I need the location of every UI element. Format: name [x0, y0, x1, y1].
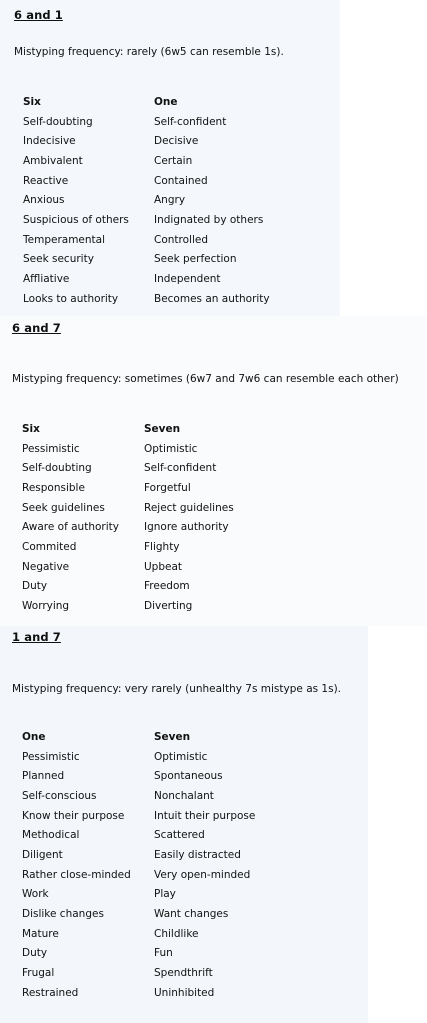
table-row — [22, 944, 304, 964]
trait-right: Freedom — [144, 580, 190, 593]
trait-left: Work — [22, 888, 49, 901]
table-row — [22, 747, 304, 767]
trait-left: Self-doubting — [23, 115, 93, 128]
table-row — [23, 250, 294, 270]
table-row — [22, 845, 304, 865]
trait-left: Frugal — [22, 967, 55, 980]
trait-right: Certain — [154, 154, 193, 167]
mistyping-frequency: Mistyping frequency: sometimes (6w7 and 7w6 can resemble each other) — [12, 373, 399, 385]
trait-left: Dislike changes — [22, 908, 104, 921]
trait-right: Seek perfection — [154, 253, 237, 266]
trait-right: Controlled — [154, 233, 208, 246]
trait-right: Self-confident — [144, 462, 217, 475]
trait-left: Suspicious of others — [23, 213, 129, 226]
column-header-left: Six — [23, 95, 41, 108]
section-1-and-7 — [0, 626, 368, 1023]
table-row — [23, 269, 294, 289]
column-header-right: Seven — [144, 422, 181, 435]
table-row — [22, 983, 304, 1003]
trait-left: Anxious — [23, 194, 65, 207]
trait-right: Uninhibited — [154, 986, 215, 999]
trait-right: Spontaneous — [154, 770, 223, 783]
trait-right: Diverting — [144, 600, 193, 613]
trait-right: Forgetful — [144, 481, 191, 494]
trait-left: Looks to authority — [23, 292, 119, 305]
table-header-row — [23, 92, 294, 112]
table-row — [22, 596, 284, 616]
mistyping-frequency: Mistyping frequency: rarely (6w5 can resemble 1s). — [14, 46, 284, 58]
trait-right: Contained — [154, 174, 208, 187]
trait-left: Duty — [22, 580, 48, 593]
trait-left: Negative — [22, 560, 70, 573]
trait-right: Scattered — [154, 829, 205, 842]
trait-right: Flighty — [144, 540, 180, 553]
table-row — [22, 885, 304, 905]
trait-right: Want changes — [154, 908, 229, 921]
comparison-table — [22, 419, 284, 616]
trait-left: Methodical — [22, 829, 80, 842]
trait-right: Play — [154, 888, 176, 901]
trait-left: Temperamental — [23, 233, 106, 246]
table-row — [22, 924, 304, 944]
trait-right: Childlike — [154, 927, 199, 940]
trait-left: Aware of authority — [22, 521, 119, 534]
trait-left: Worrying — [22, 600, 70, 613]
trait-left: Rather close-minded — [22, 868, 131, 881]
mistyping-frequency: Mistyping frequency: very rarely (unhealthy 7s mistype as 1s). — [12, 683, 342, 695]
trait-right: Ignore authority — [144, 521, 229, 534]
table-row — [22, 478, 284, 498]
table-row — [22, 557, 284, 577]
column-header-right: One — [154, 95, 178, 108]
section-title: 6 and 1 — [14, 8, 63, 22]
trait-left: Ambivalent — [23, 154, 83, 167]
trait-left: Responsible — [22, 481, 85, 494]
trait-right: Independent — [154, 273, 221, 286]
table-row — [23, 289, 294, 309]
trait-right: Easily distracted — [154, 848, 241, 861]
table-row — [22, 766, 304, 786]
section-6-and-1 — [0, 0, 340, 316]
trait-left: Diligent — [22, 848, 63, 861]
trait-left: Duty — [22, 947, 48, 960]
trait-right: Becomes an authority — [154, 292, 270, 305]
trait-right: Self-confident — [154, 115, 227, 128]
table-row — [22, 439, 284, 459]
trait-left: Commited — [22, 540, 77, 553]
table-row — [22, 825, 304, 845]
trait-right: Indignated by others — [154, 213, 264, 226]
trait-left: Self-doubting — [22, 462, 92, 475]
column-header-left: Six — [22, 422, 40, 435]
trait-left: Planned — [22, 770, 65, 783]
trait-left: Affliative — [23, 273, 70, 286]
trait-right: Reject guidelines — [144, 501, 234, 514]
trait-right: Optimistic — [144, 442, 198, 455]
trait-right: Very open-minded — [154, 868, 251, 881]
table-row — [23, 131, 294, 151]
section-title: 6 and 7 — [12, 321, 61, 335]
table-row — [23, 190, 294, 210]
table-row — [22, 786, 304, 806]
trait-right: Fun — [154, 947, 173, 960]
table-row — [22, 577, 284, 597]
table-row — [22, 806, 304, 826]
trait-right: Intuit their purpose — [154, 809, 256, 822]
trait-left: Mature — [22, 927, 59, 940]
table-row — [22, 498, 284, 518]
trait-left: Restrained — [22, 986, 79, 999]
table-header-row — [22, 419, 284, 439]
trait-right: Angry — [154, 194, 186, 207]
table-row — [22, 963, 304, 983]
table-header-row — [22, 727, 304, 747]
comparison-table — [22, 727, 304, 1003]
section-6-and-7 — [0, 316, 427, 626]
table-row — [22, 865, 304, 885]
trait-left: Pessimistic — [22, 442, 80, 455]
trait-left: Seek guidelines — [22, 501, 105, 514]
table-row — [23, 112, 294, 132]
table-row — [22, 517, 284, 537]
table-row — [23, 171, 294, 191]
table-row — [23, 151, 294, 171]
column-header-right: Seven — [154, 730, 191, 743]
column-header-left: One — [22, 730, 46, 743]
trait-right: Nonchalant — [154, 789, 214, 802]
section-title: 1 and 7 — [12, 630, 61, 644]
table-row — [22, 537, 284, 557]
table-row — [22, 904, 304, 924]
trait-left: Pessimistic — [22, 750, 80, 763]
trait-left: Self-conscious — [22, 789, 97, 802]
table-row — [22, 458, 284, 478]
trait-right: Upbeat — [144, 560, 183, 573]
trait-left: Indecisive — [23, 135, 76, 148]
trait-left: Reactive — [23, 174, 69, 187]
trait-left: Know their purpose — [22, 809, 125, 822]
table-row — [23, 230, 294, 250]
trait-right: Spendthrift — [154, 967, 213, 980]
table-row — [23, 210, 294, 230]
trait-right: Decisive — [154, 135, 199, 148]
trait-left: Seek security — [23, 253, 94, 266]
comparison-table — [23, 92, 294, 309]
trait-right: Optimistic — [154, 750, 208, 763]
